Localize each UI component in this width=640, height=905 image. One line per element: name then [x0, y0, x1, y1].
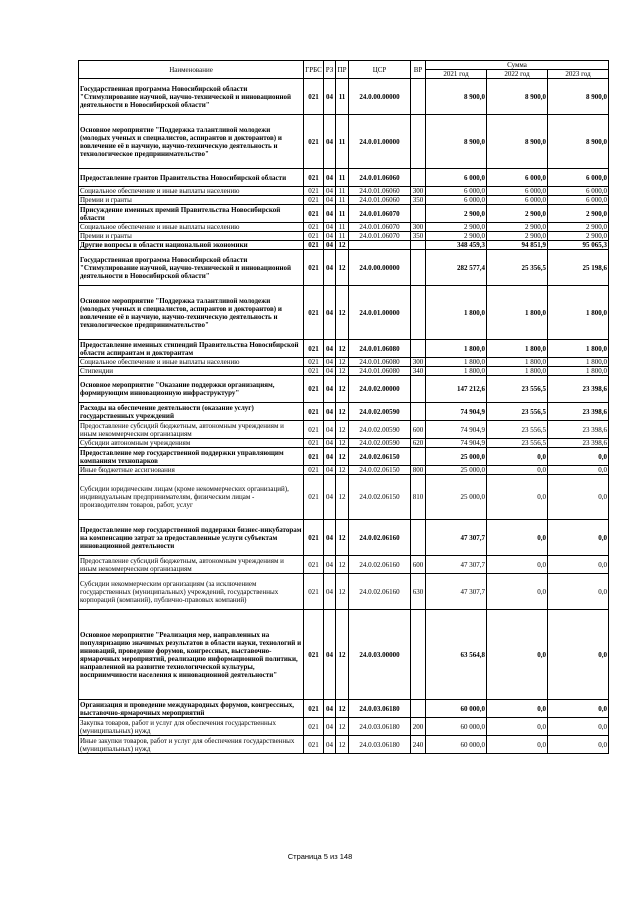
cell-grbs: 021: [304, 187, 324, 196]
cell-grbs: 021: [304, 286, 324, 340]
cell-pr: 12: [336, 286, 349, 340]
table-row: [79, 358, 609, 367]
cell-2021: 25 000,0: [426, 466, 487, 475]
cell-vr: 240: [411, 736, 426, 754]
cell-vr: 300: [411, 187, 426, 196]
cell-name: Социальное обеспечение и иные выплаты населению: [79, 187, 304, 196]
cell-csr: 24.0.01.00000: [349, 115, 411, 169]
cell-name: Предоставление мер государственной поддержки бизнес-инкубаторам на компенсацию затрат за предоставленные услуги субъектам инновационной деятельности: [79, 520, 304, 556]
table-row: [79, 520, 609, 556]
cell-name: Предоставление мер государственной поддержки управляющим компаниям технопарков: [79, 448, 304, 466]
cell-pr: 12: [336, 574, 349, 610]
table-row: [79, 241, 609, 250]
cell-csr: 24.0.01.06060: [349, 169, 411, 187]
cell-2022: 8 900,0: [487, 115, 548, 169]
cell-2021: 1 800,0: [426, 358, 487, 367]
cell-pr: 12: [336, 700, 349, 718]
cell-2023: 0,0: [548, 700, 609, 718]
table-row: [79, 196, 609, 205]
cell-2022: 0,0: [487, 448, 548, 466]
cell-grbs: 021: [304, 448, 324, 466]
cell-2023: 1 800,0: [548, 340, 609, 358]
cell-2022: 23 556,5: [487, 403, 548, 421]
cell-rz: 04: [324, 340, 336, 358]
cell-2022: 23 556,5: [487, 421, 548, 439]
cell-pr: 12: [336, 421, 349, 439]
cell-grbs: 021: [304, 466, 324, 475]
cell-csr: 24.0.03.06180: [349, 700, 411, 718]
cell-pr: 12: [336, 466, 349, 475]
cell-pr: 12: [336, 718, 349, 736]
cell-name: Другие вопросы в области национальной экономики: [79, 241, 304, 250]
cell-rz: 04: [324, 241, 336, 250]
cell-csr: 24.0.02.06160: [349, 574, 411, 610]
cell-pr: 12: [336, 367, 349, 376]
cell-vr: [411, 520, 426, 556]
table-row: [79, 232, 609, 241]
cell-name: Основное мероприятие "Поддержка талантливой молодежи (молодых ученых и специалистов, аспирантов и докторантов) и вовлечение её в научную, научно-техническую деятельность и технологическое предпринимательство": [79, 286, 304, 340]
cell-2022: 23 556,5: [487, 439, 548, 448]
table-row: [79, 223, 609, 232]
cell-pr: 12: [336, 376, 349, 403]
cell-csr: 24.0.02.06150: [349, 448, 411, 466]
cell-grbs: 021: [304, 367, 324, 376]
page-number: Страница 5 из 148: [287, 852, 353, 861]
cell-rz: 04: [324, 718, 336, 736]
cell-rz: 04: [324, 250, 336, 286]
cell-name: Предоставление именных стипендий Правительства Новосибирской области аспирантам и докторантам: [79, 340, 304, 358]
cell-2023: 6 000,0: [548, 196, 609, 205]
cell-2022: 6 000,0: [487, 169, 548, 187]
cell-2021: 282 577,4: [426, 250, 487, 286]
cell-name: Предоставление субсидий бюджетным, автономным учреждениям и иным некоммерческим организациям: [79, 421, 304, 439]
cell-csr: 24.0.03.06180: [349, 718, 411, 736]
cell-2022: 0,0: [487, 574, 548, 610]
cell-rz: 04: [324, 223, 336, 232]
cell-vr: 600: [411, 556, 426, 574]
cell-name: Премии и гранты: [79, 196, 304, 205]
cell-2022: 2 900,0: [487, 205, 548, 223]
cell-grbs: 021: [304, 376, 324, 403]
cell-pr: 11: [336, 232, 349, 241]
cell-rz: 04: [324, 520, 336, 556]
cell-2023: 0,0: [548, 574, 609, 610]
table-row: [79, 718, 609, 736]
cell-name: Предоставление грантов Правительства Новосибирской области: [79, 169, 304, 187]
cell-grbs: 021: [304, 403, 324, 421]
cell-grbs: 021: [304, 340, 324, 358]
cell-rz: 04: [324, 169, 336, 187]
cell-2023: 23 398,6: [548, 421, 609, 439]
cell-rz: 04: [324, 376, 336, 403]
cell-2022: 6 000,0: [487, 187, 548, 196]
cell-pr: 12: [336, 250, 349, 286]
cell-2023: 2 900,0: [548, 232, 609, 241]
cell-rz: 04: [324, 367, 336, 376]
cell-2021: 8 900,0: [426, 115, 487, 169]
cell-rz: 04: [324, 187, 336, 196]
cell-rz: 04: [324, 610, 336, 700]
cell-2023: 23 398,6: [548, 376, 609, 403]
cell-grbs: 021: [304, 439, 324, 448]
table-row: [79, 466, 609, 475]
cell-grbs: 021: [304, 205, 324, 223]
cell-csr: 24.0.02.06150: [349, 475, 411, 520]
cell-2022: 94 851,9: [487, 241, 548, 250]
cell-grbs: 021: [304, 241, 324, 250]
cell-pr: 11: [336, 187, 349, 196]
cell-grbs: 021: [304, 421, 324, 439]
cell-vr: 630: [411, 574, 426, 610]
cell-2023: 6 000,0: [548, 187, 609, 196]
cell-2023: 23 398,6: [548, 403, 609, 421]
cell-pr: 11: [336, 196, 349, 205]
cell-pr: 12: [336, 520, 349, 556]
cell-2021: 25 000,0: [426, 448, 487, 466]
cell-vr: [411, 700, 426, 718]
cell-vr: 350: [411, 232, 426, 241]
header-rz: РЗ: [324, 61, 336, 79]
cell-rz: 04: [324, 556, 336, 574]
cell-2022: 8 900,0: [487, 79, 548, 115]
cell-2023: 95 065,3: [548, 241, 609, 250]
cell-rz: 04: [324, 466, 336, 475]
cell-2022: 6 000,0: [487, 196, 548, 205]
cell-2021: 74 904,9: [426, 439, 487, 448]
table-row: [79, 700, 609, 718]
cell-vr: [411, 250, 426, 286]
cell-2021: 63 564,8: [426, 610, 487, 700]
header-pr: ПР: [336, 61, 349, 79]
cell-rz: 04: [324, 196, 336, 205]
cell-2023: 0,0: [548, 718, 609, 736]
cell-pr: 12: [336, 358, 349, 367]
cell-2021: 1 800,0: [426, 286, 487, 340]
table-row: [79, 475, 609, 520]
cell-grbs: 021: [304, 736, 324, 754]
cell-2021: 47 307,7: [426, 574, 487, 610]
cell-csr: 24.0.02.00590: [349, 403, 411, 421]
cell-name: Основное мероприятие "Реализация мер, направленных на популяризацию значимых результатов в области науки, технологий и инноваций, проведение форумов, конгрессных, выставочно-ярмарочных мероприятий, реализацию информационной политики, направленной на развитие технологической культуры, восприимчивости населения к инновационной деятельности": [79, 610, 304, 700]
cell-2023: 1 800,0: [548, 286, 609, 340]
cell-rz: 04: [324, 700, 336, 718]
cell-csr: 24.0.01.06080: [349, 358, 411, 367]
cell-2022: 0,0: [487, 466, 548, 475]
cell-2021: 2 900,0: [426, 205, 487, 223]
cell-name: Субсидии автономным учреждениям: [79, 439, 304, 448]
cell-vr: 200: [411, 718, 426, 736]
table-row: [79, 574, 609, 610]
cell-csr: 24.0.01.00000: [349, 286, 411, 340]
table-row: [79, 421, 609, 439]
cell-pr: 12: [336, 340, 349, 358]
cell-csr: 24.0.02.06160: [349, 520, 411, 556]
cell-grbs: 021: [304, 169, 324, 187]
header-year-2023: 2023 год: [548, 70, 609, 79]
cell-name: Государственная программа Новосибирской области "Стимулирование научной, научно-технической и инновационной деятельности в Новосибирской области": [79, 250, 304, 286]
cell-2021: 6 000,0: [426, 169, 487, 187]
header-sum: Сумма: [426, 61, 609, 70]
cell-2021: 8 900,0: [426, 79, 487, 115]
cell-2023: 1 800,0: [548, 367, 609, 376]
cell-grbs: 021: [304, 718, 324, 736]
cell-csr: 24.0.02.06160: [349, 556, 411, 574]
cell-2021: 2 900,0: [426, 223, 487, 232]
cell-2023: 6 000,0: [548, 169, 609, 187]
cell-name: Иные закупки товаров, работ и услуг для обеспечения государственных (муниципальных) нужд: [79, 736, 304, 754]
cell-grbs: 021: [304, 250, 324, 286]
cell-name: Закупка товаров, работ и услуг для обеспечения государственных (муниципальных) нужд: [79, 718, 304, 736]
cell-vr: [411, 610, 426, 700]
cell-pr: 11: [336, 223, 349, 232]
cell-2021: 74 904,9: [426, 421, 487, 439]
cell-name: Основное мероприятие "Поддержка талантливой молодежи (молодых ученых и специалистов, аспирантов и докторантов) и вовлечение её в научную, научно-техническую деятельность и технологическое предпринимательство": [79, 115, 304, 169]
cell-pr: 12: [336, 736, 349, 754]
cell-2022: 0,0: [487, 736, 548, 754]
cell-2023: 0,0: [548, 610, 609, 700]
cell-2022: 1 800,0: [487, 340, 548, 358]
cell-2022: 0,0: [487, 718, 548, 736]
cell-2023: 2 900,0: [548, 205, 609, 223]
table-row: [79, 169, 609, 187]
table-row: [79, 556, 609, 574]
table-row: [79, 205, 609, 223]
cell-grbs: 021: [304, 520, 324, 556]
cell-pr: 11: [336, 205, 349, 223]
cell-rz: 04: [324, 286, 336, 340]
cell-pr: 12: [336, 439, 349, 448]
cell-csr: 24.0.00.00000: [349, 79, 411, 115]
cell-csr: 24.0.01.06080: [349, 367, 411, 376]
cell-name: Премии и гранты: [79, 232, 304, 241]
table-row: [79, 448, 609, 466]
cell-csr: 24.0.00.00000: [349, 250, 411, 286]
cell-2023: 0,0: [548, 520, 609, 556]
cell-2021: 147 212,6: [426, 376, 487, 403]
cell-pr: 11: [336, 169, 349, 187]
cell-vr: 800: [411, 466, 426, 475]
cell-csr: 24.0.01.06070: [349, 205, 411, 223]
cell-2023: 8 900,0: [548, 79, 609, 115]
cell-grbs: 021: [304, 79, 324, 115]
cell-name: Расходы на обеспечение деятельности (оказание услуг) государственных учреждений: [79, 403, 304, 421]
cell-2022: 2 900,0: [487, 232, 548, 241]
cell-vr: [411, 340, 426, 358]
cell-2021: 1 800,0: [426, 340, 487, 358]
cell-2023: 0,0: [548, 736, 609, 754]
cell-grbs: 021: [304, 196, 324, 205]
cell-name: Социальное обеспечение и иные выплаты населению: [79, 223, 304, 232]
cell-2023: 2 900,0: [548, 223, 609, 232]
cell-grbs: 021: [304, 610, 324, 700]
cell-rz: 04: [324, 232, 336, 241]
cell-csr: 24.0.01.06070: [349, 232, 411, 241]
cell-rz: 04: [324, 475, 336, 520]
cell-2023: 8 900,0: [548, 115, 609, 169]
cell-pr: 12: [336, 403, 349, 421]
cell-name: Социальное обеспечение и иные выплаты населению: [79, 358, 304, 367]
cell-2022: 23 556,5: [487, 376, 548, 403]
cell-2023: 0,0: [548, 448, 609, 466]
table-row: [79, 286, 609, 340]
cell-pr: 12: [336, 475, 349, 520]
cell-csr: [349, 241, 411, 250]
cell-2023: 23 398,6: [548, 439, 609, 448]
table-row: [79, 736, 609, 754]
table-body: [79, 79, 609, 754]
header-year-2022: 2022 год: [487, 70, 548, 79]
cell-2023: 0,0: [548, 466, 609, 475]
cell-2021: 47 307,7: [426, 556, 487, 574]
cell-vr: [411, 241, 426, 250]
cell-grbs: 021: [304, 115, 324, 169]
budget-table: [78, 60, 609, 754]
cell-name: Иные бюджетные ассигнования: [79, 466, 304, 475]
cell-name: Стипендии: [79, 367, 304, 376]
cell-pr: 12: [336, 556, 349, 574]
cell-rz: 04: [324, 115, 336, 169]
cell-csr: 24.0.02.00590: [349, 439, 411, 448]
cell-2021: 47 307,7: [426, 520, 487, 556]
cell-csr: 24.0.01.06060: [349, 187, 411, 196]
cell-2021: 6 000,0: [426, 196, 487, 205]
table-row: [79, 367, 609, 376]
cell-2022: 0,0: [487, 610, 548, 700]
cell-rz: 04: [324, 79, 336, 115]
cell-name: Государственная программа Новосибирской области "Стимулирование научной, научно-технической и инновационной деятельности в Новосибирской области": [79, 79, 304, 115]
cell-grbs: 021: [304, 358, 324, 367]
table-row: [79, 79, 609, 115]
cell-vr: 300: [411, 358, 426, 367]
cell-rz: 04: [324, 736, 336, 754]
cell-rz: 04: [324, 205, 336, 223]
cell-2021: 6 000,0: [426, 187, 487, 196]
cell-csr: 24.0.02.00590: [349, 421, 411, 439]
cell-2022: 1 800,0: [487, 367, 548, 376]
cell-vr: [411, 286, 426, 340]
cell-vr: 620: [411, 439, 426, 448]
cell-name: Присуждение именных премий Правительства Новосибирской области: [79, 205, 304, 223]
cell-vr: [411, 115, 426, 169]
cell-csr: 24.0.01.06070: [349, 223, 411, 232]
cell-vr: [411, 403, 426, 421]
cell-vr: [411, 79, 426, 115]
cell-vr: [411, 205, 426, 223]
table-row: [79, 610, 609, 700]
table-row: [79, 115, 609, 169]
cell-vr: 340: [411, 367, 426, 376]
table-row: [79, 403, 609, 421]
cell-2022: 0,0: [487, 520, 548, 556]
cell-rz: 04: [324, 574, 336, 610]
cell-vr: 300: [411, 223, 426, 232]
cell-pr: 11: [336, 79, 349, 115]
cell-csr: 24.0.02.06150: [349, 466, 411, 475]
cell-name: Основное мероприятие "Оказание поддержки организациям, формирующим инновационную инфраструктуру": [79, 376, 304, 403]
cell-pr: 11: [336, 115, 349, 169]
cell-grbs: 021: [304, 700, 324, 718]
cell-2023: 1 800,0: [548, 358, 609, 367]
cell-grbs: 021: [304, 556, 324, 574]
cell-vr: 600: [411, 421, 426, 439]
cell-vr: 350: [411, 196, 426, 205]
cell-vr: [411, 169, 426, 187]
cell-grbs: 021: [304, 475, 324, 520]
cell-pr: 12: [336, 610, 349, 700]
cell-2021: 348 459,3: [426, 241, 487, 250]
header-name: Наименование: [79, 61, 304, 79]
cell-name: Субсидии юридическим лицам (кроме некоммерческих организаций), индивидуальным предпринимателям, физическим лицам - производителям товаров, работ, услуг: [79, 475, 304, 520]
cell-2023: 0,0: [548, 475, 609, 520]
cell-vr: [411, 376, 426, 403]
cell-csr: 24.0.02.00000: [349, 376, 411, 403]
cell-2023: 25 198,6: [548, 250, 609, 286]
cell-csr: 24.0.01.06060: [349, 196, 411, 205]
cell-2022: 2 900,0: [487, 223, 548, 232]
cell-csr: 24.0.03.06180: [349, 736, 411, 754]
cell-2021: 2 900,0: [426, 232, 487, 241]
cell-name: Организация и проведение международных форумов, конгрессных, выставочно-ярмарочных мероприятий: [79, 700, 304, 718]
table-row: [79, 250, 609, 286]
cell-pr: 12: [336, 241, 349, 250]
cell-rz: 04: [324, 421, 336, 439]
header-grbs: ГРБС: [304, 61, 324, 79]
cell-2021: 60 000,0: [426, 736, 487, 754]
cell-2022: 0,0: [487, 556, 548, 574]
cell-2021: 74 904,9: [426, 403, 487, 421]
cell-grbs: 021: [304, 232, 324, 241]
table-row: [79, 340, 609, 358]
cell-2022: 0,0: [487, 700, 548, 718]
cell-vr: [411, 448, 426, 466]
cell-name: Субсидии некоммерческим организациям (за исключением государственных (муниципальных) учреждений, государственных корпораций (компаний), публично-правовых компаний): [79, 574, 304, 610]
cell-rz: 04: [324, 439, 336, 448]
cell-2021: 1 800,0: [426, 367, 487, 376]
cell-2022: 1 800,0: [487, 358, 548, 367]
header-vr: ВР: [411, 61, 426, 79]
table-row: [79, 439, 609, 448]
cell-2023: 0,0: [548, 556, 609, 574]
cell-name: Предоставление субсидий бюджетным, автономным учреждениям и иным некоммерческим организациям: [79, 556, 304, 574]
cell-csr: 24.0.01.06080: [349, 340, 411, 358]
cell-csr: 24.0.03.00000: [349, 610, 411, 700]
cell-grbs: 021: [304, 223, 324, 232]
cell-2021: 25 000,0: [426, 475, 487, 520]
header-year-2021: 2021 год: [426, 70, 487, 79]
cell-2022: 0,0: [487, 475, 548, 520]
cell-2021: 60 000,0: [426, 700, 487, 718]
cell-grbs: 021: [304, 574, 324, 610]
cell-rz: 04: [324, 403, 336, 421]
cell-2022: 25 356,5: [487, 250, 548, 286]
cell-rz: 04: [324, 448, 336, 466]
cell-2022: 1 800,0: [487, 286, 548, 340]
cell-pr: 12: [336, 448, 349, 466]
header-csr: ЦСР: [349, 61, 411, 79]
cell-vr: 810: [411, 475, 426, 520]
table-row: [79, 187, 609, 196]
cell-2021: 60 000,0: [426, 718, 487, 736]
cell-rz: 04: [324, 358, 336, 367]
table-row: [79, 376, 609, 403]
